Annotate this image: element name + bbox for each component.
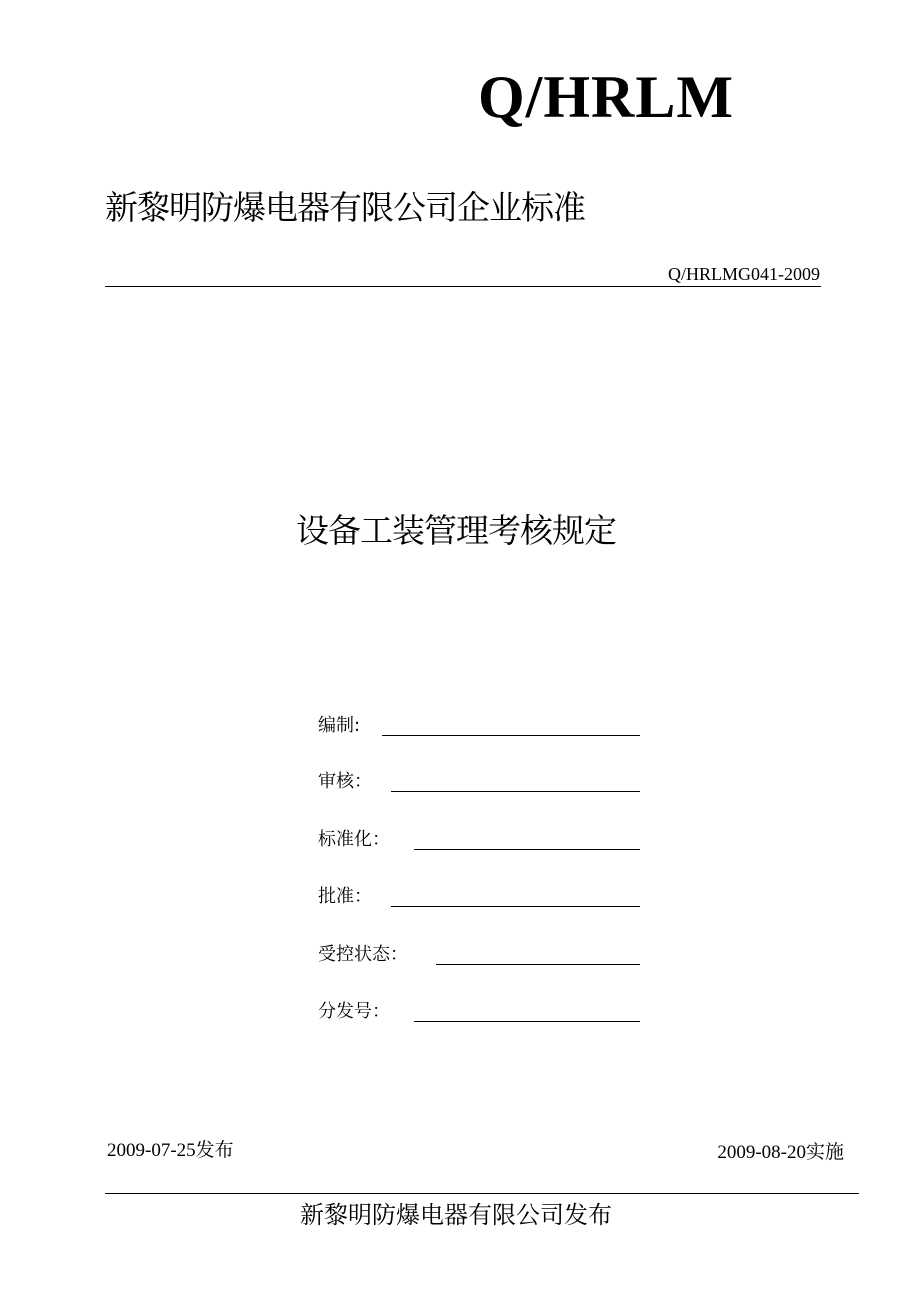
signoff-distribution-label: 分发号： <box>318 1001 390 1022</box>
standard-code: Q/HRLMG041-2009 <box>668 264 820 284</box>
signoff-control-status-line <box>436 964 640 965</box>
publish-date: 2009-07-25发布 <box>107 1140 234 1161</box>
standard-logo: Q/HRLM <box>478 64 734 130</box>
signoff-control-status-label: 受控状态： <box>318 944 408 965</box>
effective-date: 2009-08-20实施 <box>717 1142 844 1163</box>
signoff-reviewed-row <box>318 767 640 797</box>
signoff-standardization-row <box>318 825 640 855</box>
signoff-compiled-label: 编制: <box>318 715 361 736</box>
document-title: 设备工装管理考核规定 <box>296 511 616 550</box>
signoff-compiled-line <box>382 735 640 736</box>
signoff-approved-label: 批准： <box>318 886 372 907</box>
signoff-compiled-row <box>318 711 640 741</box>
company-standard-heading: 新黎明防爆电器有限公司企业标准 <box>105 188 585 227</box>
signoff-reviewed-label: 审核： <box>318 771 372 792</box>
signoff-distribution-row <box>318 997 640 1027</box>
top-divider <box>105 286 821 287</box>
signoff-control-status-row <box>318 940 640 970</box>
publisher-line: 新黎明防爆电器有限公司发布 <box>300 1201 612 1229</box>
signoff-distribution-line <box>414 1021 640 1022</box>
signoff-standardization-line <box>414 849 640 850</box>
signoff-standardization-label: 标准化： <box>318 829 390 850</box>
bottom-divider <box>105 1193 859 1194</box>
signoff-reviewed-line <box>391 791 640 792</box>
signoff-approved-line <box>391 906 640 907</box>
signoff-approved-row <box>318 882 640 912</box>
